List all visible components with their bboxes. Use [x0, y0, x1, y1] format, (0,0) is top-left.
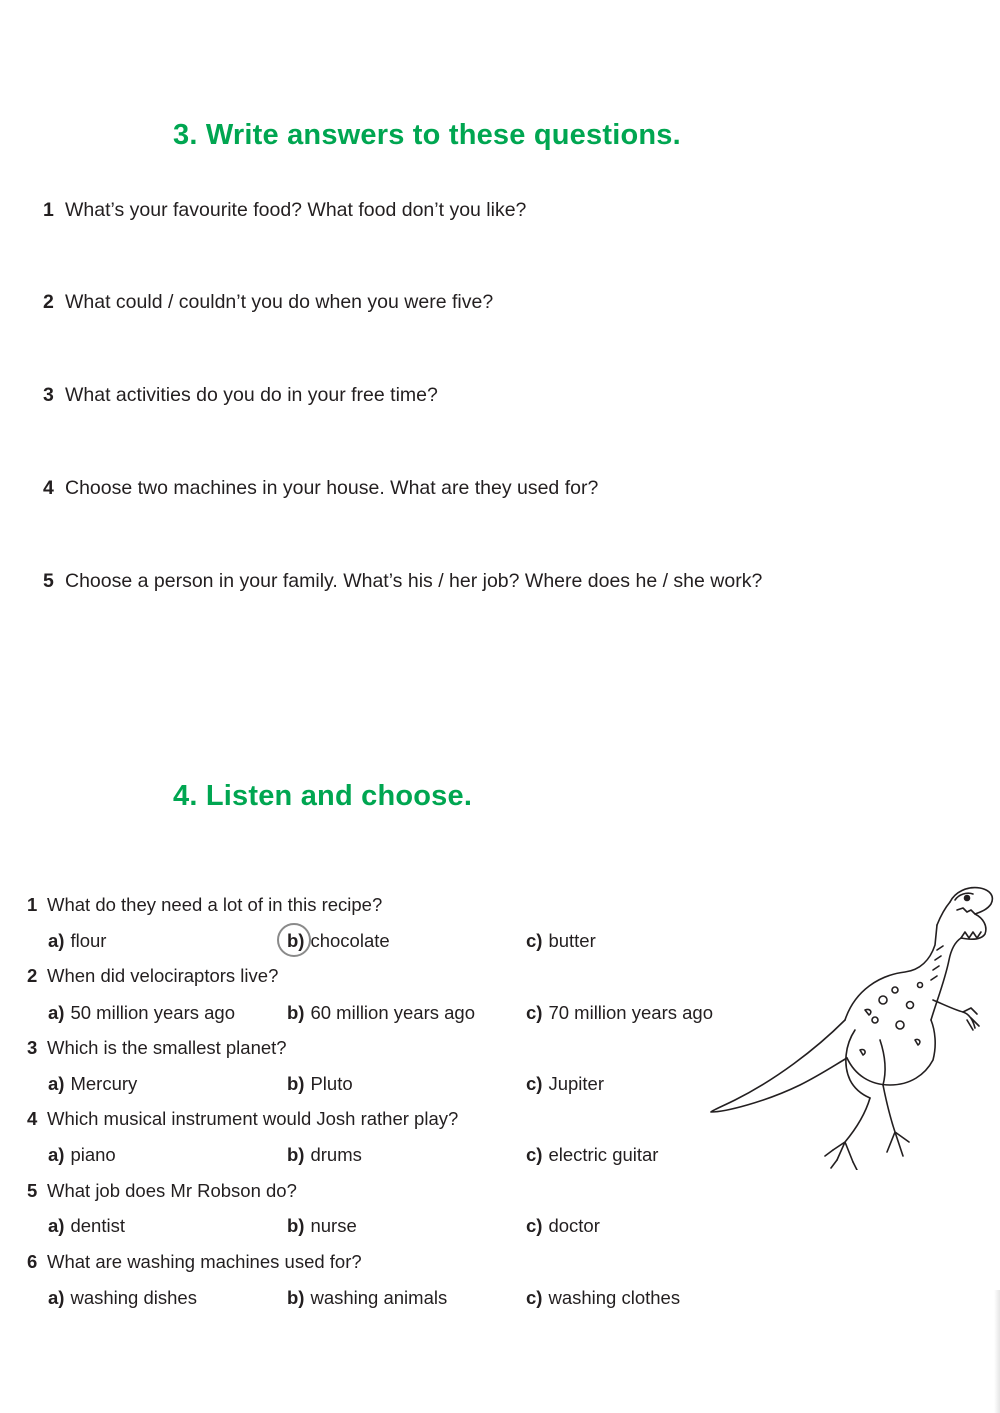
option-3a[interactable]	[48, 1073, 137, 1095]
option-3b[interactable]	[287, 1073, 353, 1095]
option-letter: c)	[526, 1073, 543, 1094]
option-letter: c)	[526, 1144, 543, 1165]
option-text: butter	[548, 930, 596, 951]
section-3-title: 3. Write answers to these questions.	[173, 119, 681, 151]
question-number: 5	[27, 1180, 38, 1201]
option-4a[interactable]	[48, 1144, 116, 1166]
question-text: Which musical instrument would Josh rather play?	[47, 1108, 459, 1129]
option-5c[interactable]	[526, 1215, 600, 1237]
option-2a[interactable]	[48, 1002, 235, 1024]
question-number: 4	[43, 477, 54, 499]
section-3-question-1	[43, 199, 526, 222]
option-1c[interactable]	[526, 930, 596, 952]
question-number: 4	[27, 1108, 38, 1129]
option-letter-text: b)	[287, 930, 305, 951]
option-letter: a)	[48, 930, 65, 951]
option-4c[interactable]	[526, 1144, 658, 1166]
option-2c[interactable]	[526, 1002, 713, 1024]
page-edge-shadow	[994, 1290, 1000, 1413]
option-1b[interactable]	[287, 930, 390, 952]
question-text: What could / couldn’t you do when you were five?	[65, 291, 494, 313]
option-letter: b)	[287, 1215, 305, 1236]
option-letter: b)	[287, 1073, 305, 1094]
option-text: 60 million years ago	[310, 1002, 475, 1023]
option-letter: a)	[48, 1073, 65, 1094]
option-1a[interactable]	[48, 930, 106, 952]
question-number: 3	[27, 1037, 38, 1058]
option-text: 50 million years ago	[70, 1002, 235, 1023]
section-4-question-5	[27, 1180, 297, 1202]
option-letter: c)	[526, 1002, 543, 1023]
section-4-question-6	[27, 1251, 362, 1273]
question-text: Which is the smallest planet?	[47, 1037, 287, 1058]
question-text: When did velociraptors live?	[47, 965, 279, 986]
question-number: 5	[43, 570, 54, 592]
option-text: flour	[70, 930, 107, 951]
option-text: washing clothes	[548, 1287, 681, 1308]
section-4-question-2	[27, 965, 278, 987]
option-6b[interactable]	[287, 1287, 447, 1309]
option-letter-circled	[287, 930, 304, 951]
option-5a[interactable]	[48, 1215, 125, 1237]
option-text: washing dishes	[70, 1287, 197, 1308]
option-text: Jupiter	[548, 1073, 604, 1094]
option-6a[interactable]	[48, 1287, 197, 1309]
option-text: chocolate	[310, 930, 390, 951]
question-number: 2	[43, 291, 54, 313]
option-letter: a)	[48, 1144, 65, 1165]
option-text: Pluto	[310, 1073, 353, 1094]
option-letter: a)	[48, 1002, 65, 1023]
section-3-question-4	[43, 477, 598, 500]
question-text: Choose a person in your family. What’s his / her job? Where does he / she work?	[65, 570, 763, 592]
option-text: nurse	[310, 1215, 357, 1236]
option-4b[interactable]	[287, 1144, 362, 1166]
section-4-title: 4. Listen and choose.	[173, 780, 473, 812]
option-text: dentist	[70, 1215, 125, 1236]
option-letter: c)	[526, 1215, 543, 1236]
section-4-question-4	[27, 1108, 458, 1130]
question-text: What do they need a lot of in this recipe?	[47, 894, 383, 915]
option-text: Mercury	[70, 1073, 138, 1094]
option-3c[interactable]	[526, 1073, 604, 1095]
option-letter: b)	[287, 1144, 305, 1165]
option-text: drums	[310, 1144, 362, 1165]
option-text: washing animals	[310, 1287, 448, 1308]
option-letter: a)	[48, 1215, 65, 1236]
question-number: 6	[27, 1251, 38, 1272]
selected-answer-circle	[277, 923, 311, 957]
option-letter: b)	[287, 1002, 305, 1023]
section-3-question-3	[43, 384, 438, 407]
option-text: 70 million years ago	[548, 1002, 713, 1023]
option-letter: b)	[287, 1287, 305, 1308]
question-number: 1	[43, 199, 54, 221]
section-4-question-3	[27, 1037, 287, 1059]
question-text: What activities do you do in your free time?	[65, 384, 438, 406]
question-number: 3	[43, 384, 54, 406]
option-text: doctor	[548, 1215, 600, 1236]
question-number: 2	[27, 965, 38, 986]
section-4-question-1	[27, 894, 382, 916]
option-letter: a)	[48, 1287, 65, 1308]
option-letter: c)	[526, 1287, 543, 1308]
option-letter: c)	[526, 930, 543, 951]
question-number: 1	[27, 894, 38, 915]
question-text: Choose two machines in your house. What are they used for?	[65, 477, 599, 499]
velociraptor-illustration	[705, 880, 995, 1170]
question-text: What job does Mr Robson do?	[47, 1180, 297, 1201]
section-3-question-5	[43, 570, 762, 593]
option-text: electric guitar	[548, 1144, 659, 1165]
option-2b[interactable]	[287, 1002, 475, 1024]
question-text: What’s your favourite food? What food don’t you like?	[65, 199, 527, 221]
option-text: piano	[70, 1144, 116, 1165]
option-5b[interactable]	[287, 1215, 357, 1237]
option-6c[interactable]	[526, 1287, 680, 1309]
question-text: What are washing machines used for?	[47, 1251, 362, 1272]
section-3-question-2	[43, 291, 493, 314]
